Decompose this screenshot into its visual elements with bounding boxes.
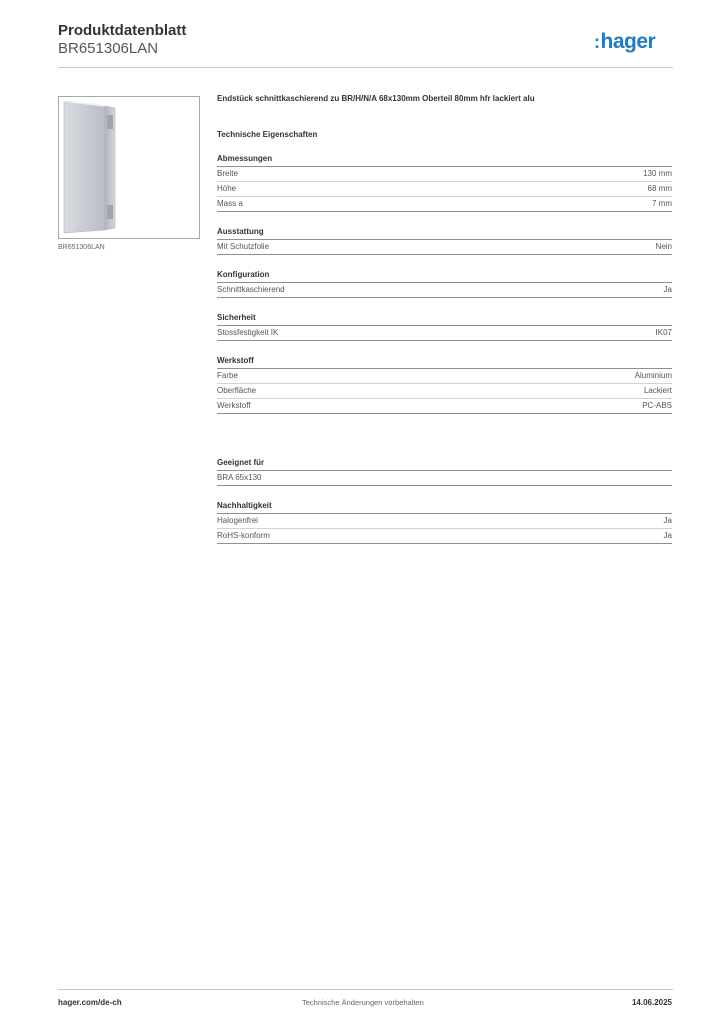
group-title: Werkstoff (217, 356, 672, 369)
spec-label: RoHS-konform (217, 531, 270, 540)
spec-label: Mit Schutzfolie (217, 242, 270, 251)
group-title: Sicherheit (217, 313, 672, 326)
product-image (59, 97, 199, 238)
group-title: Ausstattung (217, 227, 672, 240)
product-image-caption: BR651306LAN (58, 244, 105, 251)
group-ausstattung (217, 227, 672, 255)
product-image-frame (58, 96, 200, 239)
product-code: BR651306LAN (58, 40, 159, 57)
spec-label: Mass a (217, 199, 243, 208)
group-sicherheit (217, 313, 672, 341)
tech-properties-heading: Technische Eigenschaften (217, 130, 318, 139)
spec-section (217, 94, 672, 544)
group-title: Nachhaltigkeit (217, 501, 672, 514)
group-nachhaltigkeit (217, 501, 672, 544)
spec-label: Breite (217, 169, 238, 178)
group-title: Abmessungen (217, 154, 672, 167)
spec-row (217, 326, 672, 341)
spec-value: Ja (663, 285, 672, 294)
spec-row (217, 182, 672, 197)
spec-row (217, 197, 672, 212)
page-title: Produktdatenblatt (58, 22, 187, 39)
spec-value: 130 mm (643, 169, 672, 178)
spec-row (217, 369, 672, 384)
logo-text: hager (600, 30, 656, 53)
spec-label: Werkstoff (217, 401, 251, 410)
spec-row (217, 514, 672, 529)
spec-label: BRA 65x130 (217, 473, 262, 482)
spec-label: Farbe (217, 371, 238, 380)
spec-value: Ja (663, 516, 672, 525)
spec-row (217, 529, 672, 544)
spec-value: IK07 (655, 328, 672, 337)
group-werkstoff (217, 356, 672, 414)
spec-value: Ja (663, 531, 672, 540)
spec-label: Oberfläche (217, 386, 257, 395)
spec-row (217, 471, 672, 486)
spec-row (217, 399, 672, 414)
spec-label: Höhe (217, 184, 237, 193)
logo-dots-icon: : (594, 32, 600, 52)
product-description: Endstück schnittkaschierend zu BR/H/N/A 68x130mm Oberteil 80mm hfr lackiert alu (217, 94, 535, 103)
spec-value: Nein (655, 242, 672, 251)
spec-value: Lackiert (643, 386, 672, 395)
hager-logo[interactable] (594, 30, 655, 54)
group-title: Geeignet für (217, 458, 672, 471)
spec-row (217, 240, 672, 255)
spec-value: 7 mm (652, 199, 672, 208)
spec-value: 68 mm (647, 184, 672, 193)
group-abmessungen (217, 154, 672, 212)
group-konfiguration (217, 270, 672, 298)
spec-row (217, 167, 672, 182)
group-geeignet-fuer (217, 458, 672, 486)
spec-value: Aluminium (634, 371, 672, 380)
spec-label: Stossfestigkeit IK (217, 328, 279, 337)
footer-website-link[interactable]: hager.com/de-ch (58, 998, 122, 1007)
spec-label: Halogenfrei (217, 516, 258, 525)
spec-label: Schnittkaschierend (217, 285, 285, 294)
footer-date: 14.06.2025 (631, 998, 672, 1007)
spec-row (217, 384, 672, 399)
footer-divider (58, 989, 673, 990)
spec-value: PC-ABS (642, 401, 672, 410)
spec-row (217, 283, 672, 298)
header-divider (58, 67, 673, 68)
group-title: Konfiguration (217, 270, 672, 283)
footer-note: Technische Änderungen vorbehalten (302, 998, 424, 1007)
